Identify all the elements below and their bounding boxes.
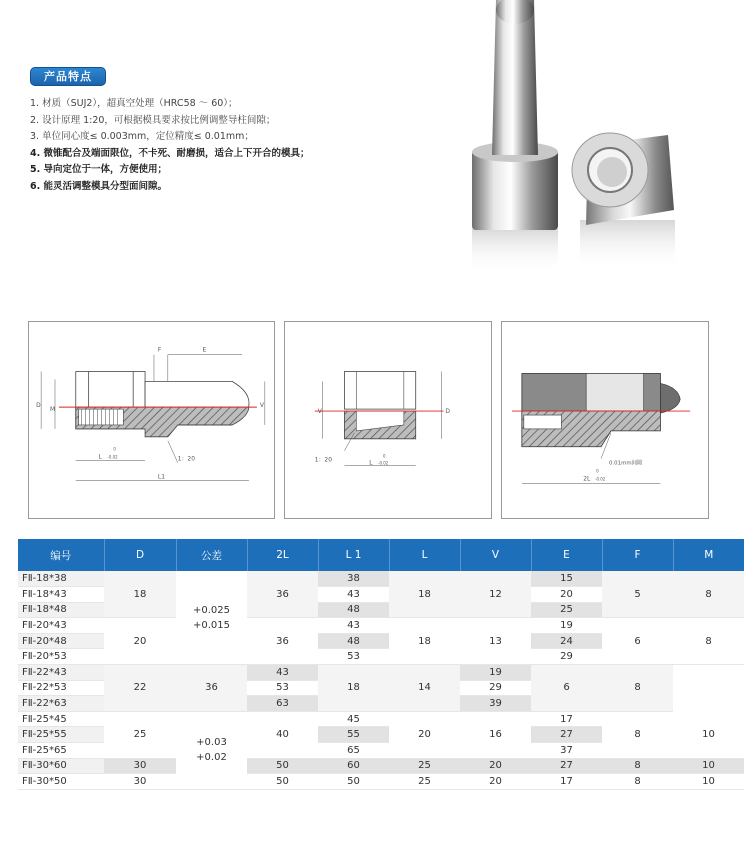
cell-e: 24 [531, 633, 602, 649]
cell-f: 8 [602, 774, 673, 790]
pin-dim-v: V [259, 402, 264, 410]
pin-dim-taper: 1：20 [177, 455, 195, 463]
table-row [18, 618, 744, 634]
col-header-f: F [602, 539, 673, 571]
cell-l: 18 [389, 571, 460, 618]
cell-2l: 40 [247, 711, 318, 758]
assembly-thread [524, 415, 562, 429]
cell-e: 27 [531, 758, 602, 774]
cell-2l: 36 [176, 665, 247, 712]
cell-2l: 36 [247, 618, 318, 665]
pin-dim-l: L [98, 453, 102, 461]
cell-code: FⅡ-22*43 [18, 665, 104, 681]
bushing-bore [597, 157, 627, 187]
pin-dim-d: D [36, 402, 41, 410]
col-header-d: D [104, 539, 176, 571]
bush-drawing [284, 321, 492, 519]
cell-d: 25 [104, 711, 176, 758]
col-header-tolerance: 公差 [176, 539, 247, 571]
cell-d: 18 [104, 571, 176, 618]
pin-dim-m: M [50, 406, 56, 414]
cell-d: 22 [104, 665, 176, 712]
cell-m: 10 [673, 711, 744, 758]
cell-2l: 50 [247, 774, 318, 790]
cell-tolerance: +0.03 +0.02 [176, 711, 247, 789]
cell-e: 29 [531, 649, 602, 665]
cell-code: FⅡ-18*48 [18, 602, 104, 618]
cell-e: 27 [531, 727, 602, 743]
cell-f: 5 [602, 571, 673, 618]
cell-code: FⅡ-20*48 [18, 633, 104, 649]
col-header-e: E [531, 539, 602, 571]
col-header-l1: L 1 [318, 539, 389, 571]
table-row [18, 665, 744, 681]
bush-dim-taper: 1：20 [314, 456, 332, 464]
cell-v: 13 [460, 618, 531, 665]
cell-v: 20 [460, 758, 531, 774]
col-header-v: V [460, 539, 531, 571]
feature-item: 3. 单位同心度≤ 0.003mm，定位精度≤ 0.01mm； [30, 131, 254, 143]
pin-dim-zero: 0 [113, 446, 116, 452]
table-row [18, 711, 744, 727]
bush-dim-l: L [369, 459, 373, 467]
bushing-reflection [580, 220, 675, 270]
cell-l1: 50 [318, 774, 389, 790]
cell-tolerance: +0.025 +0.015 [176, 571, 247, 665]
cell-e: 17 [531, 774, 602, 790]
cell-l1: 60 [318, 758, 389, 774]
feature-item: 1. 材质（SUJ2），超真空处理（HRC58 ～ 60）； [30, 98, 238, 109]
cell-e: 17 [531, 711, 602, 727]
cell-l1: 43 [247, 665, 318, 681]
bush-dim-d: D [445, 408, 450, 416]
cell-l: 18 [318, 665, 389, 712]
feature-item: 6. 能灵活调整模具分型面间隙。 [30, 180, 168, 192]
cell-e: 20 [531, 587, 602, 603]
bush-dim-tol: -0.02 [378, 460, 389, 466]
cell-m: 10 [673, 774, 744, 790]
cell-code: FⅡ-20*43 [18, 618, 104, 634]
table-row [18, 774, 744, 790]
cell-f: 6 [531, 665, 602, 712]
assembly-bushing [586, 373, 643, 411]
cell-l1: 53 [247, 680, 318, 696]
cell-d: 30 [104, 758, 176, 774]
assembly-dim-zero: 0 [596, 468, 599, 474]
cell-f: 6 [602, 618, 673, 665]
table-row [18, 758, 744, 774]
features-title-badge: 产品特点 [30, 67, 106, 86]
cell-l1: 38 [318, 571, 389, 587]
cell-m: 8 [602, 665, 673, 712]
pin-dim-tol: -0.02 [107, 454, 118, 460]
cell-2l: 50 [247, 758, 318, 774]
cell-2l: 36 [247, 571, 318, 618]
assembly-pin-tip [660, 383, 680, 413]
cell-f: 8 [602, 711, 673, 758]
bush-dim-zero: 0 [383, 453, 386, 459]
cell-v: 14 [389, 665, 460, 712]
cell-l: 25 [389, 774, 460, 790]
cell-code: FⅡ-30*60 [18, 758, 104, 774]
feature-item: 2. 设计原理 1:20，可根据模具要求按比例调整导柱间隙； [30, 114, 276, 126]
cell-l1: 43 [318, 618, 389, 634]
cell-d: 20 [104, 618, 176, 665]
cell-l1: 55 [318, 727, 389, 743]
cell-l1: 43 [318, 587, 389, 603]
table-header-row [18, 539, 744, 571]
col-header-2l: 2L [247, 539, 318, 571]
col-header-l: L [389, 539, 460, 571]
cell-d: 30 [104, 774, 176, 790]
cell-code: FⅡ-18*43 [18, 587, 104, 603]
cell-l1: 53 [318, 649, 389, 665]
cell-e: 29 [460, 680, 531, 696]
cell-code: FⅡ-25*65 [18, 743, 104, 759]
cell-e: 39 [460, 696, 531, 712]
pin-dim-f: F [157, 346, 162, 354]
assembly-dim-2l: 2L [583, 475, 591, 483]
feature-item: 5. 导向定位于一体，方便使用； [30, 164, 168, 176]
cell-code: FⅡ-22*63 [18, 696, 104, 712]
cell-code: FⅡ-20*53 [18, 649, 104, 665]
cell-code: FⅡ-22*53 [18, 680, 104, 696]
product-photo [468, 0, 708, 280]
table-row [18, 571, 744, 587]
cell-l1: 65 [318, 743, 389, 759]
cell-e: 37 [531, 743, 602, 759]
pin-drawing [28, 321, 275, 519]
cell-code: FⅡ-30*50 [18, 774, 104, 790]
col-header-m: M [673, 539, 744, 571]
cell-v: 12 [460, 571, 531, 618]
cell-e: 25 [531, 602, 602, 618]
cell-l: 18 [389, 618, 460, 665]
assembly-drawing [501, 321, 709, 519]
cell-e: 19 [531, 618, 602, 634]
cell-v: 16 [460, 711, 531, 758]
cell-l1: 48 [318, 602, 389, 618]
pin-thread [79, 409, 124, 425]
pin-reflection [472, 228, 558, 273]
cell-v: 20 [460, 774, 531, 790]
cell-e: 19 [460, 665, 531, 681]
assembly-dim-tol: -0.02 [595, 476, 606, 482]
cell-l1: 45 [318, 711, 389, 727]
pin-dim-l1: L1 [157, 473, 166, 481]
cell-l: 25 [389, 758, 460, 774]
cell-m: 8 [673, 618, 744, 665]
cell-e: 15 [531, 571, 602, 587]
cell-l1: 63 [247, 696, 318, 712]
cell-code: FⅡ-25*55 [18, 727, 104, 743]
cell-code: FⅡ-25*45 [18, 711, 104, 727]
cell-l1: 48 [318, 633, 389, 649]
pin-dim-e: E [202, 346, 207, 354]
cell-m: 8 [673, 571, 744, 618]
assembly-gap-label: 0.01mm间隙 [608, 460, 643, 467]
cell-l: 20 [389, 711, 460, 758]
feature-item: 4. 微锥配合及端面限位，不卡死、耐磨损，适合上下开合的模具； [30, 147, 310, 159]
bush-dim-v: V [317, 408, 322, 416]
bush-upper-outline [344, 371, 415, 409]
cell-f: 8 [602, 758, 673, 774]
spec-table [18, 539, 744, 790]
cell-m: 10 [673, 758, 744, 774]
cell-code: FⅡ-18*38 [18, 571, 104, 587]
feature-list [30, 96, 450, 196]
col-header-code: 编号 [18, 539, 104, 571]
